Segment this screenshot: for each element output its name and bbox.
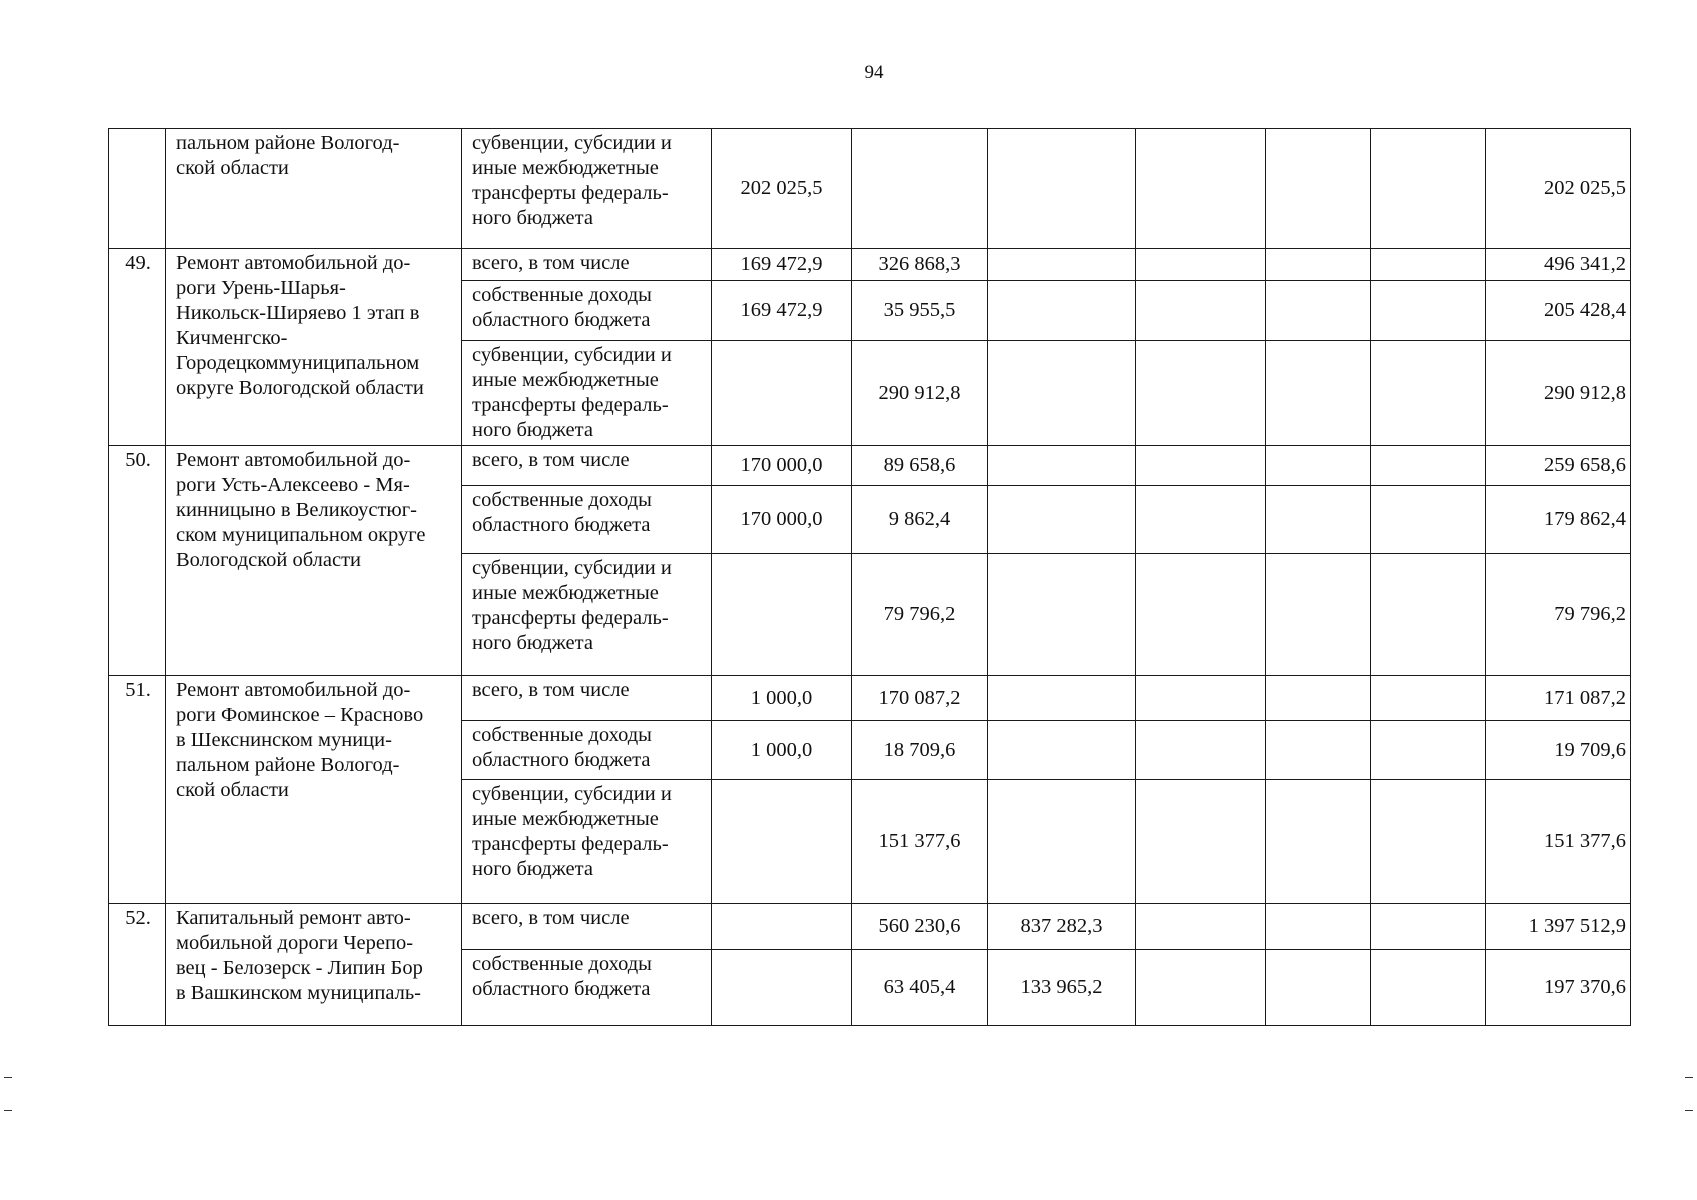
- item-name: Ремонт автомобильной до- роги Усть-Алексеево - Мя- кинницыно в Великоустюг- ском муниципальном округе Вологодской области: [166, 446, 462, 676]
- funding-source: собственные доходы областного бюджета: [462, 721, 712, 780]
- amount-cell-v4: [1136, 554, 1266, 676]
- scan-margin-mark: [1685, 1077, 1693, 1078]
- amount-cell-v4: [1136, 721, 1266, 780]
- amount-cell-v3: [988, 721, 1136, 780]
- amount-cell-v2: 151 377,6: [852, 780, 988, 904]
- amount-cell-v3: [988, 780, 1136, 904]
- amount-cell-v1: [712, 341, 852, 446]
- total-cell: 290 912,8: [1486, 341, 1631, 446]
- amount-cell-v2: 35 955,5: [852, 281, 988, 341]
- amount-cell-v5: [1266, 780, 1371, 904]
- amount-cell-v1: [712, 950, 852, 1026]
- amount-cell-v6: [1371, 721, 1486, 780]
- amount-cell-v5: [1266, 281, 1371, 341]
- amount-cell-v2: [852, 129, 988, 249]
- amount-cell-v2: 79 796,2: [852, 554, 988, 676]
- amount-cell-v1: 1 000,0: [712, 721, 852, 780]
- funding-source: собственные доходы областного бюджета: [462, 281, 712, 341]
- amount-cell-v6: [1371, 281, 1486, 341]
- total-cell: 1 397 512,9: [1486, 904, 1631, 950]
- funding-source: всего, в том числе: [462, 249, 712, 281]
- amount-cell-v1: 170 000,0: [712, 486, 852, 554]
- amount-cell-v6: [1371, 950, 1486, 1026]
- amount-cell-v2: 63 405,4: [852, 950, 988, 1026]
- amount-cell-v2: 290 912,8: [852, 341, 988, 446]
- amount-cell-v5: [1266, 249, 1371, 281]
- total-cell: 179 862,4: [1486, 486, 1631, 554]
- amount-cell-v3: [988, 281, 1136, 341]
- amount-cell-v2: 9 862,4: [852, 486, 988, 554]
- amount-cell-v3: 133 965,2: [988, 950, 1136, 1026]
- funding-source: субвенции, субсидии и иные межбюджетные трансферты федераль- ного бюджета: [462, 554, 712, 676]
- amount-cell-v5: [1266, 341, 1371, 446]
- amount-cell-v4: [1136, 486, 1266, 554]
- amount-cell-v4: [1136, 950, 1266, 1026]
- item-number: 52.: [109, 904, 166, 1026]
- amount-cell-v3: [988, 486, 1136, 554]
- amount-cell-v1: 202 025,5: [712, 129, 852, 249]
- amount-cell-v6: [1371, 249, 1486, 281]
- table-row: [109, 249, 1631, 281]
- funding-source: субвенции, субсидии и иные межбюджетные трансферты федераль- ного бюджета: [462, 129, 712, 249]
- funding-source: собственные доходы областного бюджета: [462, 950, 712, 1026]
- amount-cell-v3: [988, 446, 1136, 486]
- scan-margin-mark: [1685, 1110, 1693, 1111]
- amount-cell-v1: 1 000,0: [712, 676, 852, 721]
- amount-cell-v6: [1371, 780, 1486, 904]
- amount-cell-v4: [1136, 446, 1266, 486]
- total-cell: 151 377,6: [1486, 780, 1631, 904]
- item-number: 50.: [109, 446, 166, 676]
- amount-cell-v6: [1371, 129, 1486, 249]
- amount-cell-v5: [1266, 446, 1371, 486]
- amount-cell-v2: 18 709,6: [852, 721, 988, 780]
- scan-margin-mark: [4, 1110, 12, 1111]
- table-row: [109, 129, 1631, 249]
- amount-cell-v6: [1371, 904, 1486, 950]
- amount-cell-v4: [1136, 281, 1266, 341]
- amount-cell-v2: 560 230,6: [852, 904, 988, 950]
- amount-cell-v6: [1371, 341, 1486, 446]
- total-cell: 171 087,2: [1486, 676, 1631, 721]
- funding-source: всего, в том числе: [462, 904, 712, 950]
- amount-cell-v1: [712, 904, 852, 950]
- amount-cell-v2: 326 868,3: [852, 249, 988, 281]
- amount-cell-v3: [988, 341, 1136, 446]
- amount-cell-v5: [1266, 554, 1371, 676]
- item-name: Ремонт автомобильной до- роги Урень-Шарья- Никольск-Ширяево 1 этап в Кичменгско- Городецкоммуниципальном округе Вологодской области: [166, 249, 462, 446]
- funding-source: субвенции, субсидии и иные межбюджетные трансферты федераль- ного бюджета: [462, 341, 712, 446]
- total-cell: 205 428,4: [1486, 281, 1631, 341]
- amount-cell-v5: [1266, 486, 1371, 554]
- amount-cell-v3: [988, 129, 1136, 249]
- amount-cell-v5: [1266, 904, 1371, 950]
- funding-source: собственные доходы областного бюджета: [462, 486, 712, 554]
- amount-cell-v1: [712, 780, 852, 904]
- amount-cell-v3: 837 282,3: [988, 904, 1136, 950]
- page-number: 94: [864, 62, 884, 83]
- funding-source: всего, в том числе: [462, 446, 712, 486]
- amount-cell-v4: [1136, 249, 1266, 281]
- amount-cell-v1: 169 472,9: [712, 281, 852, 341]
- total-cell: 197 370,6: [1486, 950, 1631, 1026]
- total-cell: 19 709,6: [1486, 721, 1631, 780]
- amount-cell-v6: [1371, 554, 1486, 676]
- table-row: [109, 446, 1631, 486]
- amount-cell-v4: [1136, 904, 1266, 950]
- item-name: пальном районе Вологод- ской области: [166, 129, 462, 249]
- amount-cell-v4: [1136, 341, 1266, 446]
- funding-source: субвенции, субсидии и иные межбюджетные трансферты федераль- ного бюджета: [462, 780, 712, 904]
- amount-cell-v5: [1266, 950, 1371, 1026]
- amount-cell-v1: [712, 554, 852, 676]
- scan-margin-mark: [4, 1077, 12, 1078]
- item-name: Капитальный ремонт авто- мобильной дороги Черепо- вец - Белозерск - Липин Бор в Вашкинском муниципаль-: [166, 904, 462, 1026]
- item-number: 49.: [109, 249, 166, 446]
- total-cell: 79 796,2: [1486, 554, 1631, 676]
- table-row: [109, 676, 1631, 721]
- amount-cell-v4: [1136, 676, 1266, 721]
- total-cell: 496 341,2: [1486, 249, 1631, 281]
- amount-cell-v5: [1266, 129, 1371, 249]
- amount-cell-v3: [988, 676, 1136, 721]
- item-name: Ремонт автомобильной до- роги Фоминское – Красново в Шекснинском муници- пальном районе Вологод- ской области: [166, 676, 462, 904]
- amount-cell-v5: [1266, 676, 1371, 721]
- amount-cell-v1: 169 472,9: [712, 249, 852, 281]
- total-cell: 259 658,6: [1486, 446, 1631, 486]
- item-number: [109, 129, 166, 249]
- budget-table: [108, 128, 1631, 1026]
- table-body: [109, 129, 1631, 1026]
- amount-cell-v3: [988, 554, 1136, 676]
- item-number: 51.: [109, 676, 166, 904]
- amount-cell-v3: [988, 249, 1136, 281]
- amount-cell-v6: [1371, 446, 1486, 486]
- amount-cell-v4: [1136, 780, 1266, 904]
- amount-cell-v1: 170 000,0: [712, 446, 852, 486]
- amount-cell-v6: [1371, 486, 1486, 554]
- amount-cell-v6: [1371, 676, 1486, 721]
- amount-cell-v4: [1136, 129, 1266, 249]
- amount-cell-v2: 89 658,6: [852, 446, 988, 486]
- amount-cell-v5: [1266, 721, 1371, 780]
- table-row: [109, 904, 1631, 950]
- funding-source: всего, в том числе: [462, 676, 712, 721]
- total-cell: 202 025,5: [1486, 129, 1631, 249]
- amount-cell-v2: 170 087,2: [852, 676, 988, 721]
